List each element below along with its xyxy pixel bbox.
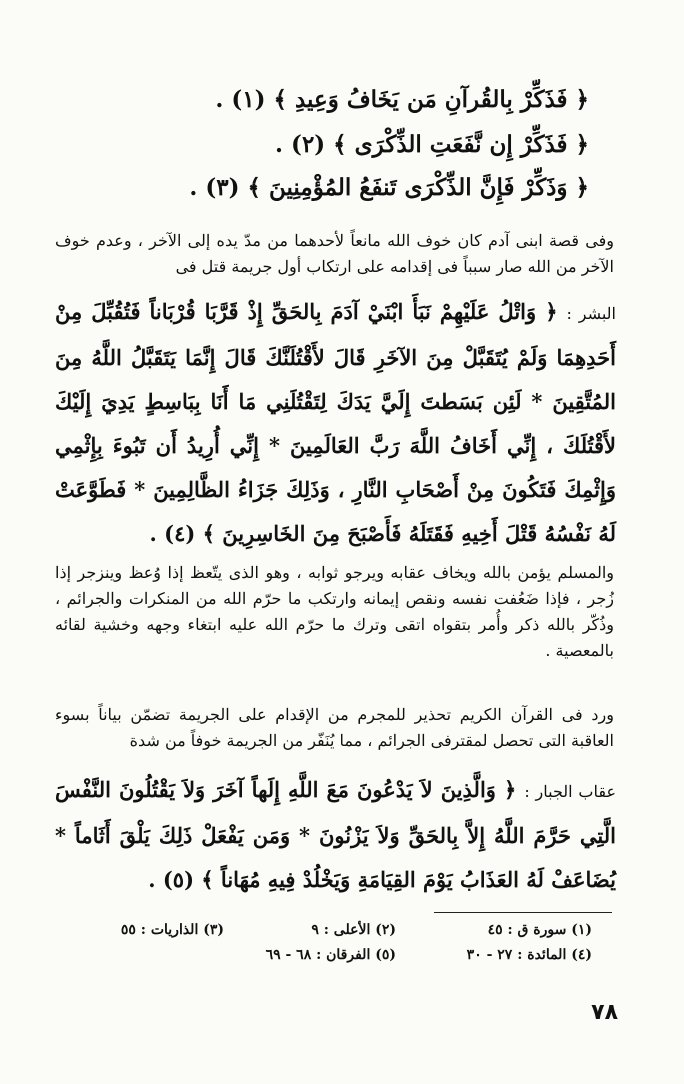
paragraph-quran-warning: ورد فى القرآن الكريم تحذير للمجرم من الإقدام على الجريمة تضمّن بياناً بسوء العاقبة التى تحصل لمقترفى الجرائم ، مما يُنَفّر من الجريمة خوفاً من شدة (55, 705, 614, 750)
footnote-divider (434, 912, 612, 913)
quran-passage-furqan (55, 768, 616, 902)
quran-passage-text: ﴿ وَالَّذِينَ لاَ يَدْعُونَ مَعَ اللَّهِ إِلَهاً آخَرَ وَلاَ يَقْتُلُونَ النَّفْسَ الَّتِي حَرَّمَ اللَّهُ إِلاَّ بِالحَقِّ وَلاَ يَزْنُونَ * وَمَن يَفْعَلْ ذَلِكَ يَلْقَ أَثَاماً * يُضَاعَفْ لَهُ العَذَابُ يَوْمَ القِيَامَةِ وَيَخْلُدْ فِيهِ مُهَاناً ﴾ (٥) . (55, 777, 616, 892)
quran-verse-2: ﴿ فَذَكِّرْ إِن نَّفَعَتِ الذِّكْرَى ﴾ (٢) . (275, 131, 589, 158)
page-number: ٧٨ (591, 1000, 618, 1025)
quran-verse-3: ﴿ وَذَكِّرْ فَإِنَّ الذِّكْرَى تَنفَعُ المُؤْمِنِينَ ﴾ (٣) . (189, 174, 589, 201)
paragraph-muslim-fear: والمسلم يؤمن بالله ويخاف عقابه ويرجو ثوابه ، وهو الذى يتّعظ إذا وُعظ وينزجر إذا زُجر ، فإذا ضَعُفت نفسه ونقص إيمانه وارتكب ما حرّم الله من المنكرات والجرائم ، وذُكّر بالله ذكر وأُمر بتقواه اتقى وترك ما حرّم الله عليه ابتغاء وجهه وخشية لقائه بالمعصية . (55, 563, 614, 660)
quran-passage-intro: البشر : (566, 304, 616, 323)
quran-passage-maidah (55, 290, 616, 556)
footnote-5: (٥) الفرقان : ٦٨ - ٦٩ (265, 947, 396, 963)
quran-passage-intro: عقاب الجبار : (524, 782, 617, 801)
quran-verse-1: ﴿ فَذَكِّرْ بِالقُرآنِ مَن يَخَافُ وَعِيدِ ﴾ (١) . (215, 86, 589, 113)
footnote-1: (١) سورة ق : ٤٥ (487, 922, 592, 938)
quran-passage-text: ﴿ وَاتْلُ عَلَيْهِمْ نَبَأَ ابْنَيْ آدَمَ بِالحَقِّ إِذْ قَرَّبَا قُرْبَاناً فَتُقُبِّلَ مِنْ أَحَدِهِمَا وَلَمْ يُتَقَبَّلْ مِنَ الآخَرِ قَالَ لأَقْتُلَنَّكَ قَالَ إِنَّمَا يَتَقَبَّلُ اللَّهُ مِنَ المُتَّقِينَ * لَئِن بَسَطتَ إِلَيَّ يَدَكَ لِتَقْتُلَنِي مَا أَنَا بِبَاسِطٍ يَدِيَ إِلَيْكَ لأَقْتُلَكَ ، إِنِّي أَخَافُ اللَّهَ رَبَّ العَالَمِينَ * إِنِّي أُرِيدُ أَن تَبُوءَ بِإِثْمِي وَإِثْمِكَ فَتَكُونَ مِنْ أَصْحَابِ النَّارِ ، وَذَلِكَ جَزَاءُ الظَّالِمِينَ * فَطَوَّعَتْ لَهُ نَفْسُهُ قَتْلَ أَخِيهِ فَقَتَلَهُ فَأَصْبَحَ مِنَ الخَاسِرِينَ ﴾ (٤) . (55, 299, 616, 546)
footnote-2: (٢) الأعلى : ٩ (311, 922, 396, 938)
paragraph-cain-abel: وفى قصة ابنى آدم كان خوف الله مانعاً لأحدهما من مدّ يده إلى الآخر ، وعدم خوف الآخر من الله صار سبباً فى إقدامه على ارتكاب أول جريمة قتل فى (55, 231, 614, 276)
footnote-3: (٣) الذاريات : ٥٥ (120, 922, 224, 938)
footnote-4: (٤) المائدة : ٢٧ - ٣٠ (466, 947, 592, 963)
